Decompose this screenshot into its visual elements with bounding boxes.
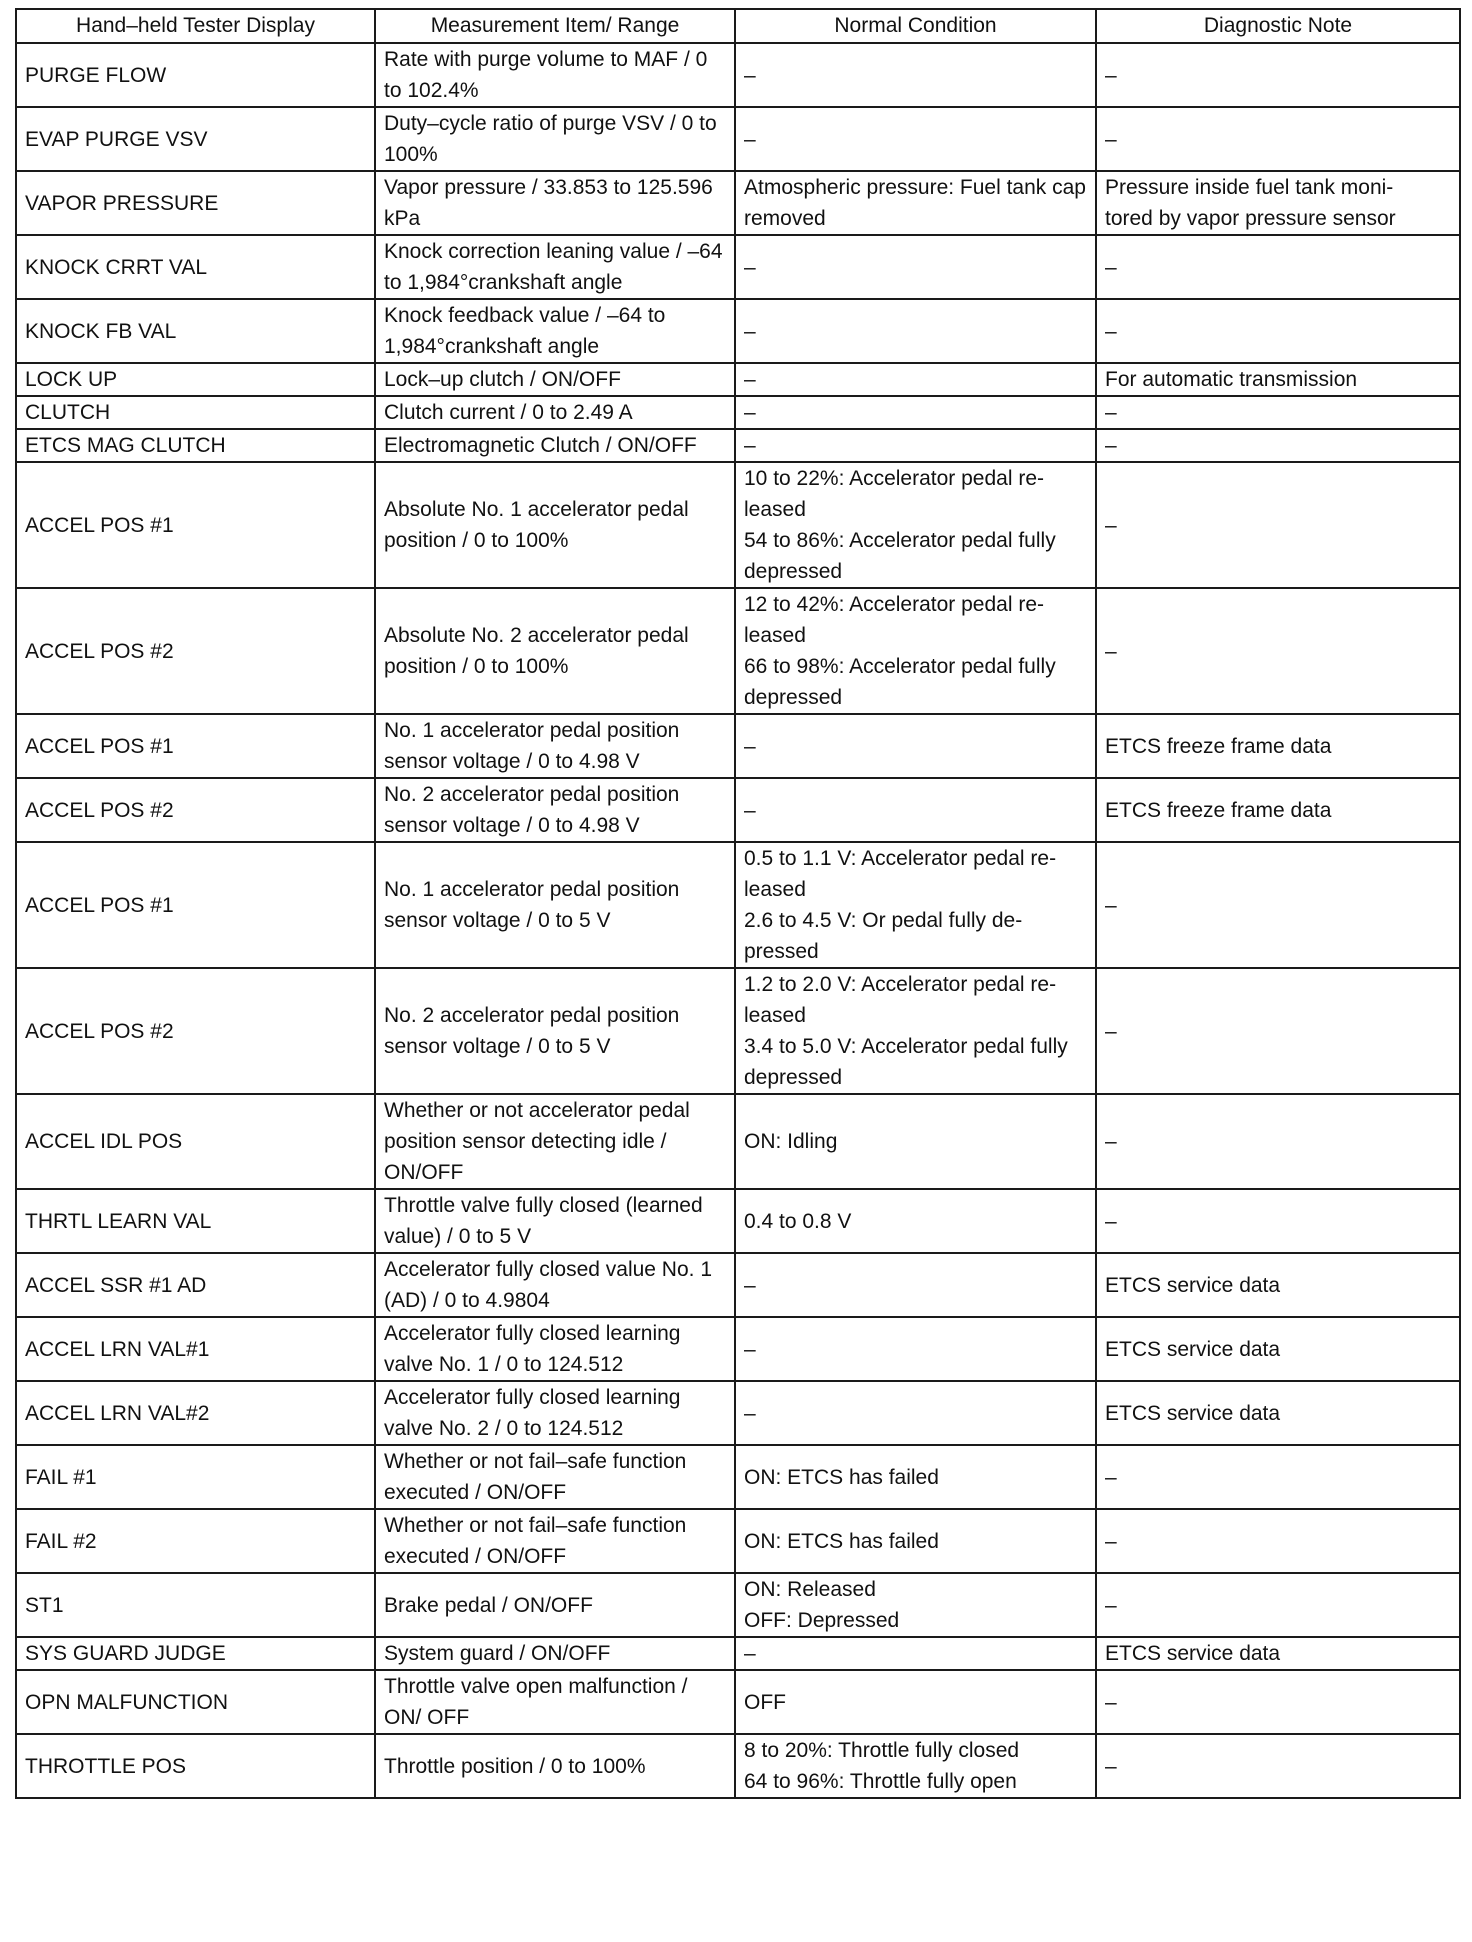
cell-normal-condition: Atmospheric pressure: Fuel tank cap removed [735, 171, 1096, 235]
cell-diagnostic-note: ETCS service data [1096, 1253, 1460, 1317]
cell-diagnostic-note: – [1096, 968, 1460, 1094]
cell-tester-display: EVAP PURGE VSV [16, 107, 375, 171]
table-row [16, 1637, 1460, 1670]
cell-diagnostic-note: – [1096, 842, 1460, 968]
table-row [16, 396, 1460, 429]
cell-measurement-range: Duty–cycle ratio of purge VSV / 0 to 100% [375, 107, 735, 171]
cell-measurement-range: Knock correction leaning value / –64 to 1,984°crankshaft angle [375, 235, 735, 299]
cell-tester-display: ACCEL LRN VAL#1 [16, 1317, 375, 1381]
cell-measurement-range: Accelerator fully closed learning valve No. 1 / 0 to 124.512 [375, 1317, 735, 1381]
cell-measurement-range: Throttle position / 0 to 100% [375, 1734, 735, 1798]
cell-normal-condition: – [735, 396, 1096, 429]
diagnostic-data-sheet [15, 8, 1459, 1799]
table-row [16, 1734, 1460, 1798]
cell-tester-display: ACCEL IDL POS [16, 1094, 375, 1189]
cell-measurement-range: No. 1 accelerator pedal position sensor voltage / 0 to 5 V [375, 842, 735, 968]
table-row [16, 968, 1460, 1094]
cell-tester-display: CLUTCH [16, 396, 375, 429]
cell-tester-display: FAIL #1 [16, 1445, 375, 1509]
table-row [16, 588, 1460, 714]
table-row [16, 1094, 1460, 1189]
cell-diagnostic-note: – [1096, 299, 1460, 363]
cell-measurement-range: Accelerator fully closed value No. 1 (AD) / 0 to 4.9804 [375, 1253, 735, 1317]
data-list-table [15, 8, 1461, 1799]
cell-measurement-range: Clutch current / 0 to 2.49 A [375, 396, 735, 429]
cell-normal-condition: – [735, 1317, 1096, 1381]
cell-measurement-range: Lock–up clutch / ON/OFF [375, 363, 735, 396]
cell-diagnostic-note: – [1096, 1189, 1460, 1253]
cell-diagnostic-note: ETCS service data [1096, 1381, 1460, 1445]
cell-normal-condition: 1.2 to 2.0 V: Accelerator pedal re- leased 3.4 to 5.0 V: Accelerator pedal fully depressed [735, 968, 1096, 1094]
cell-diagnostic-note: – [1096, 1670, 1460, 1734]
cell-tester-display: ST1 [16, 1573, 375, 1637]
table-row [16, 171, 1460, 235]
cell-measurement-range: Knock feedback value / –64 to 1,984°crankshaft angle [375, 299, 735, 363]
cell-measurement-range: Throttle valve open malfunction / ON/ OFF [375, 1670, 735, 1734]
cell-measurement-range: Absolute No. 2 accelerator pedal position / 0 to 100% [375, 588, 735, 714]
cell-normal-condition: – [735, 299, 1096, 363]
table-row [16, 1317, 1460, 1381]
cell-diagnostic-note: – [1096, 396, 1460, 429]
cell-normal-condition: OFF [735, 1670, 1096, 1734]
table-row [16, 363, 1460, 396]
cell-normal-condition: 10 to 22%: Accelerator pedal re- leased 54 to 86%: Accelerator pedal fully depressed [735, 462, 1096, 588]
cell-normal-condition: ON: Released OFF: Depressed [735, 1573, 1096, 1637]
cell-normal-condition: – [735, 43, 1096, 107]
cell-normal-condition: – [735, 1637, 1096, 1670]
cell-diagnostic-note: ETCS service data [1096, 1317, 1460, 1381]
table-row [16, 462, 1460, 588]
cell-tester-display: KNOCK CRRT VAL [16, 235, 375, 299]
cell-diagnostic-note: – [1096, 588, 1460, 714]
cell-diagnostic-note: – [1096, 1573, 1460, 1637]
cell-tester-display: ACCEL POS #1 [16, 842, 375, 968]
cell-tester-display: VAPOR PRESSURE [16, 171, 375, 235]
table-row [16, 1189, 1460, 1253]
table-body [16, 43, 1460, 1798]
table-row [16, 778, 1460, 842]
cell-measurement-range: Accelerator fully closed learning valve No. 2 / 0 to 124.512 [375, 1381, 735, 1445]
header-tester-display: Hand–held Tester Display [16, 9, 375, 43]
table-row [16, 1509, 1460, 1573]
cell-diagnostic-note: – [1096, 1734, 1460, 1798]
cell-tester-display: ACCEL POS #1 [16, 714, 375, 778]
cell-tester-display: ACCEL LRN VAL#2 [16, 1381, 375, 1445]
cell-measurement-range: System guard / ON/OFF [375, 1637, 735, 1670]
table-row [16, 43, 1460, 107]
cell-diagnostic-note: For automatic transmission [1096, 363, 1460, 396]
cell-diagnostic-note: ETCS freeze frame data [1096, 714, 1460, 778]
cell-tester-display: ACCEL SSR #1 AD [16, 1253, 375, 1317]
cell-diagnostic-note: – [1096, 107, 1460, 171]
cell-diagnostic-note: – [1096, 43, 1460, 107]
cell-measurement-range: Throttle valve fully closed (learned value) / 0 to 5 V [375, 1189, 735, 1253]
cell-normal-condition: – [735, 778, 1096, 842]
cell-normal-condition: 12 to 42%: Accelerator pedal re- leased 66 to 98%: Accelerator pedal fully depressed [735, 588, 1096, 714]
cell-tester-display: ACCEL POS #2 [16, 588, 375, 714]
table-row [16, 1573, 1460, 1637]
cell-measurement-range: Whether or not fail–safe function executed / ON/OFF [375, 1445, 735, 1509]
cell-tester-display: LOCK UP [16, 363, 375, 396]
cell-diagnostic-note: – [1096, 429, 1460, 462]
cell-tester-display: ACCEL POS #2 [16, 778, 375, 842]
cell-measurement-range: Whether or not fail–safe function executed / ON/OFF [375, 1509, 735, 1573]
cell-diagnostic-note: – [1096, 235, 1460, 299]
cell-tester-display: ETCS MAG CLUTCH [16, 429, 375, 462]
table-row [16, 235, 1460, 299]
cell-measurement-range: Rate with purge volume to MAF / 0 to 102.4% [375, 43, 735, 107]
cell-normal-condition: 0.5 to 1.1 V: Accelerator pedal re- leased 2.6 to 4.5 V: Or pedal fully de- pressed [735, 842, 1096, 968]
table-row [16, 1381, 1460, 1445]
cell-diagnostic-note: – [1096, 1094, 1460, 1189]
cell-normal-condition: 0.4 to 0.8 V [735, 1189, 1096, 1253]
cell-normal-condition: – [735, 1253, 1096, 1317]
cell-tester-display: ACCEL POS #2 [16, 968, 375, 1094]
cell-normal-condition: ON: ETCS has failed [735, 1509, 1096, 1573]
cell-measurement-range: Whether or not accelerator pedal position sensor detecting idle / ON/OFF [375, 1094, 735, 1189]
cell-tester-display: THROTTLE POS [16, 1734, 375, 1798]
cell-measurement-range: No. 1 accelerator pedal position sensor voltage / 0 to 4.98 V [375, 714, 735, 778]
cell-tester-display: PURGE FLOW [16, 43, 375, 107]
table-row [16, 299, 1460, 363]
cell-normal-condition: – [735, 363, 1096, 396]
cell-measurement-range: Vapor pressure / 33.853 to 125.596 kPa [375, 171, 735, 235]
cell-diagnostic-note: – [1096, 1509, 1460, 1573]
table-row [16, 714, 1460, 778]
table-row [16, 429, 1460, 462]
cell-normal-condition: – [735, 107, 1096, 171]
cell-tester-display: FAIL #2 [16, 1509, 375, 1573]
cell-diagnostic-note: Pressure inside fuel tank moni- tored by vapor pressure sensor [1096, 171, 1460, 235]
cell-diagnostic-note: – [1096, 1445, 1460, 1509]
cell-normal-condition: – [735, 714, 1096, 778]
cell-normal-condition: – [735, 1381, 1096, 1445]
cell-measurement-range: No. 2 accelerator pedal position sensor voltage / 0 to 4.98 V [375, 778, 735, 842]
cell-diagnostic-note: ETCS freeze frame data [1096, 778, 1460, 842]
cell-normal-condition: 8 to 20%: Throttle fully closed 64 to 96%: Throttle fully open [735, 1734, 1096, 1798]
cell-normal-condition: ON: Idling [735, 1094, 1096, 1189]
cell-measurement-range: No. 2 accelerator pedal position sensor voltage / 0 to 5 V [375, 968, 735, 1094]
table-row [16, 1253, 1460, 1317]
cell-normal-condition: – [735, 235, 1096, 299]
table-row [16, 1445, 1460, 1509]
cell-tester-display: ACCEL POS #1 [16, 462, 375, 588]
cell-normal-condition: – [735, 429, 1096, 462]
header-measurement-item: Measurement Item/ Range [375, 9, 735, 43]
table-row [16, 107, 1460, 171]
cell-tester-display: KNOCK FB VAL [16, 299, 375, 363]
table-row [16, 1670, 1460, 1734]
cell-diagnostic-note: ETCS service data [1096, 1637, 1460, 1670]
cell-measurement-range: Absolute No. 1 accelerator pedal position / 0 to 100% [375, 462, 735, 588]
cell-tester-display: SYS GUARD JUDGE [16, 1637, 375, 1670]
cell-tester-display: OPN MALFUNCTION [16, 1670, 375, 1734]
cell-measurement-range: Electromagnetic Clutch / ON/OFF [375, 429, 735, 462]
header-normal-condition: Normal Condition [735, 9, 1096, 43]
header-diagnostic-note: Diagnostic Note [1096, 9, 1460, 43]
cell-normal-condition: ON: ETCS has failed [735, 1445, 1096, 1509]
cell-tester-display: THRTL LEARN VAL [16, 1189, 375, 1253]
cell-diagnostic-note: – [1096, 462, 1460, 588]
cell-measurement-range: Brake pedal / ON/OFF [375, 1573, 735, 1637]
table-header-row [16, 9, 1460, 43]
table-row [16, 842, 1460, 968]
